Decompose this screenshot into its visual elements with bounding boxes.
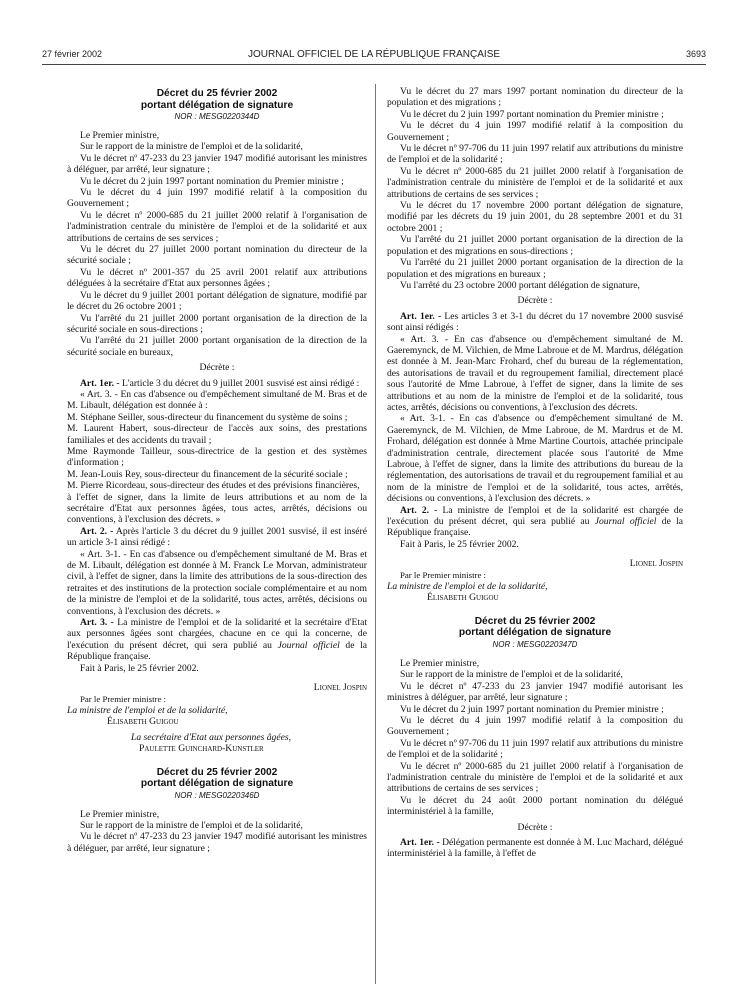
decree2-visa: Vu l'arrêté du 21 juillet 2000 portant organisation de la direction de la population et des migrations en bureaux ; (387, 257, 683, 280)
decree1-decrete: Décrète : (199, 362, 235, 374)
decree2-article-1: Art. 1er. - Les articles 3 et 3-1 du décret du 17 novembre 2000 susvisé sont ainsi rédigés : (387, 310, 683, 334)
decree1-art1-body: M. Pierre Ricordeau, sous-directeur des études et des prévisions financières, (67, 480, 360, 492)
right-column (387, 86, 683, 860)
decree1-art1-body: Mme Raymonde Tailleur, sous-directrice de la gestion et des systèmes d'information ; (67, 445, 367, 469)
decree1-visa: Vu le décret du 4 juin 1997 modifié relatif à la composition du Gouvernement ; (67, 187, 367, 210)
decree3-visa: Vu le décret nº 2000-685 du 21 juillet 2000 relatif à l'organisation de l'administration centrale du ministère de l'emploi et de la solidarité et aux attributions de certains de ses services ; (387, 760, 683, 795)
decree1-art2-body: « Art. 3-1. - En cas d'absence ou d'empêchement simultané de M. Bras et de M. Libault, délégation est donnée à M. Franck Le Morvan, administrateur civil, à l'effet de signer, dans la limite des attributions de la sous-direction des retraites et des institutions de la protection sociale complémentaire et au nom de la ministre de l'emploi et de la solidarité, tous actes, arrêtés, décisions ou conventions, à l'exclusion des décrets. » (67, 548, 367, 617)
header-journal-title: JOURNAL OFFICIEL DE LA RÉPUBLIQUE FRANÇAISE (247, 49, 501, 60)
decree1-visas (67, 130, 367, 358)
decree3-decrete: Décrète : (517, 821, 553, 833)
decree1-visa: Vu le décret du 9 juillet 2001 portant délégation de signature, modifié par le décret du 26 octobre 2001 ; (67, 289, 367, 313)
decree3-visa: Vu le décret nº 97-706 du 11 juin 1997 relatif aux attributions du ministre de l'emploi et de la solidarité ; (387, 737, 683, 761)
decree2-ministre-name: Élisabeth Guigou (427, 592, 499, 604)
decree1-secretaire-title: La secrétaire d'Etat aux personnes âgées, (131, 731, 291, 743)
decree2-article-2: Art. 2. - La ministre de l'emploi et de la solidarité est chargée de l'exécution du présent décret, qui sera publié au Journal officiel de la République française. (387, 504, 684, 539)
decree1-visa: Vu le décret nº 47-233 du 23 janvier 1947 modifié autorisant les ministres à déléguer, par arrêté, leur signature ; (67, 152, 367, 176)
decree2-art1-body: « Art. 3-1. - En cas d'absence ou d'empêchement simultané de M. Gaeremynck, de M. Vilchien, de Mme Labroue, de M. Mardrus et de M. Frohard, délégation est donnée à Mme Martine Courtois, attachée principale d'administration centrale, directement placée sous l'autorité de Mme Labroue, à l'effet de signer, dans la limite des attributions du bureau de la réglementation, des autorisations de travail et du regroupement familial et au nom de la ministre de l'emploi et de la solidarité, tous actes, arrêtés, décisions ou conventions, à l'exclusion des décrets. » (387, 413, 683, 505)
decree2-visa: Vu l'arrêté du 23 octobre 2000 portant délégation de signature, (400, 279, 640, 291)
decree1-ministre-name: Élisabeth Guigou (107, 716, 179, 728)
decree2-nor: NOR : MESG0220346D (174, 790, 260, 800)
decree1-visa: Vu l'arrêté du 21 juillet 2000 portant organisation de la direction de la sécurité sociale en sous-directions ; (67, 312, 367, 335)
decree2-signatory: Lionel Jospin (629, 558, 683, 570)
decree2-fait: Fait à Paris, le 25 février 2002. (400, 538, 519, 550)
decree3-subtitle: portant délégation de signature (458, 627, 612, 639)
decree2-visa: Vu le décret du 4 juin 1997 modifié relatif à la composition du Gouvernement ; (387, 120, 683, 143)
decree1-secretaire-name: Paulette Guinchard-Kunstler (139, 743, 264, 755)
decree2-visa: Vu le décret du 27 mars 1997 portant nomination du directeur de la population et des migrations ; (387, 86, 683, 109)
decree1-art1-body: M. Jean-Louis Rey, sous-directeur du financement de la sécurité sociale ; (67, 468, 348, 480)
decree2-visa: Vu le décret nº 97-706 du 11 juin 1997 relatif aux attributions du ministre de l'emploi et de la solidarité ; (387, 143, 683, 166)
decree1-article-2: Art. 2. - Après l'article 3 du décret du 9 juillet 2001 susvisé, il est inséré un article 3-1 ainsi rédigé : (67, 525, 367, 549)
decree1-art1-body: M. Laurent Habert, sous-directeur de l'accès aux soins, des prestations familiales et des accidents du travail ; (67, 423, 367, 446)
decree3-visa: Vu le décret du 4 juin 1997 modifié relatif à la composition du Gouvernement ; (387, 714, 683, 738)
column-divider (375, 84, 376, 984)
decree1-subtitle: portant délégation de signature (140, 99, 294, 111)
decree1-signatory: Lionel Jospin (313, 682, 367, 694)
decree2-par-pm: Par le Premier ministre : (400, 569, 486, 580)
decree1-art1-body: « Art. 3. - En cas d'absence ou d'empêchement simultané de M. Bras et de M. Libault, délégation est donnée à : (67, 388, 367, 412)
decree1-visa: Sur le rapport de la ministre de l'emploi et de la solidarité, (80, 141, 303, 153)
decree2-visa: Vu le décret du 17 novembre 2000 portant délégation de signature, modifié par les décrets du 19 juin 2001, du 28 septembre 2001 et du 31 octobre 2001 ; (387, 200, 683, 234)
decree2-visa: Vu le décret nº 2000-685 du 21 juillet 2000 relatif à l'organisation de l'administration centrale du ministère de l'emploi et de la solidarité et aux attributions de certains de ses services ; (387, 165, 683, 200)
decree3-visa: Vu le décret du 2 juin 1997 portant nomination du Premier ministre ; (400, 703, 664, 715)
left-column (67, 88, 367, 854)
decree1-article-1: Art. 1er. - L'article 3 du décret du 9 juillet 2001 susvisé est ainsi rédigé : (80, 377, 360, 389)
decree3-visa: Sur le rapport de la ministre de l'emploi et de la solidarité, (400, 669, 623, 681)
decree2-visa: Vu l'arrêté du 21 juillet 2000 portant organisation de la direction de la population et des migrations en sous-directions ; (387, 234, 683, 257)
decree1-art1-body: M. Stéphane Seiller, sous-directeur du financement du système de soins ; (67, 411, 348, 423)
decree3-article-1: Art. 1er. - Délégation permanente est donnée à M. Luc Machard, délégué interministériel à la famille, à l'effet de (387, 836, 683, 860)
header-date: 27 février 2002 (42, 49, 103, 59)
decree1-visa: Vu le décret nº 2000-685 du 21 juillet 2000 relatif à l'organisation de l'administration centrale du ministère de l'emploi et de la solidarité et aux attributions de certains de ses services ; (67, 209, 367, 244)
decree1-visa: Vu le décret du 27 juillet 2000 portant nomination du directeur de la sécurité sociale ; (67, 244, 367, 267)
decree1-visa: Le Premier ministre, (80, 130, 160, 141)
page-header (42, 49, 706, 63)
decree1-title: Décret du 25 février 2002 (156, 88, 278, 99)
decree2-visa: Vu le décret nº 47-233 du 23 janvier 1947 modifié autorisant les ministres à déléguer, par arrêté, leur signature ; (67, 831, 367, 854)
decree1-visa: Vu le décret nº 2001-357 du 25 avril 2001 relatif aux attributions déléguées à la secrétaire d'Etat aux personnes âgées ; (67, 266, 367, 290)
decree3-title: Décret du 25 février 2002 (474, 615, 596, 627)
decree3-visa: Vu le décret nº 47-233 du 23 janvier 1947 modifié autorisant les ministres à déléguer, par arrêté, leur signature ; (387, 680, 683, 704)
decree1-par-pm: Par le Premier ministre : (80, 693, 166, 704)
header-page-number: 3693 (685, 49, 706, 59)
decree1-visa: Vu l'arrêté du 21 juillet 2000 portant organisation de la direction de la sécurité sociale en bureaux, (67, 335, 367, 358)
decree1-art1-body: à l'effet de signer, dans la limite de leurs attributions et au nom de la secrétaire d'Etat aux personnes âgées, tous actes, arrêtés, décisions ou conventions, à l'exclusion des décrets. » (67, 491, 367, 526)
header-rule (42, 64, 706, 65)
decree2-visa: Le Premier ministre, (80, 808, 160, 820)
decree1-fait: Fait à Paris, le 25 février 2002. (80, 662, 199, 674)
decree2-visa: Sur le rapport de la ministre de l'emploi et de la solidarité, (80, 819, 303, 831)
decree3-visa: Le Premier ministre, (400, 657, 480, 669)
decree2-visa: Vu le décret du 2 juin 1997 portant nomination du Premier ministre ; (400, 108, 664, 120)
decree3-visa: Vu le décret du 24 août 2000 portant nomination du délégué interministériel à la famille, (387, 794, 683, 818)
decree1-nor: NOR : MESG0220344D (174, 112, 260, 121)
decree2-ministre-title: La ministre de l'emploi et de la solidarité, (387, 581, 548, 593)
decree2-decrete: Décrète : (517, 295, 553, 307)
decree3-nor: NOR : MESG0220347D (492, 639, 578, 649)
decree2-title: Décret du 25 février 2002 (156, 766, 278, 778)
decree1-visa: Vu le décret du 2 juin 1997 portant nomination du Premier ministre ; (80, 175, 344, 187)
decree1-article-3: Art. 3. - La ministre de l'emploi et de la solidarité et la secrétaire d'Etat aux personnes âgées sont chargées, chacune en ce qui la concerne, de l'exécution du présent décret, qui sera publié au Journal officiel de la République française. (67, 617, 368, 663)
decree1-ministre-title: La ministre de l'emploi et de la solidarité, (67, 704, 228, 716)
decree2-subtitle: portant délégation de signature (140, 778, 294, 790)
decree2-art1-body: « Art. 3. - En cas d'absence ou d'empêchement simultané de M. Gaeremynck, de M. Vilchien, de Mme Labroue et de M. Mardrus, délégation est donnée à M. Jean-Marc Frohard, chef du bureau de la réglementation, des autorisations de travail et du regroupement familial, directement placé sous l'autorité de Mme Labroue, à l'effet de signer, dans la limite de ses attributions et au nom de la ministre de l'emploi et de la solidarité, tous actes, arrêtés, décisions ou conventions, à l'exclusion des décrets. (387, 333, 683, 413)
